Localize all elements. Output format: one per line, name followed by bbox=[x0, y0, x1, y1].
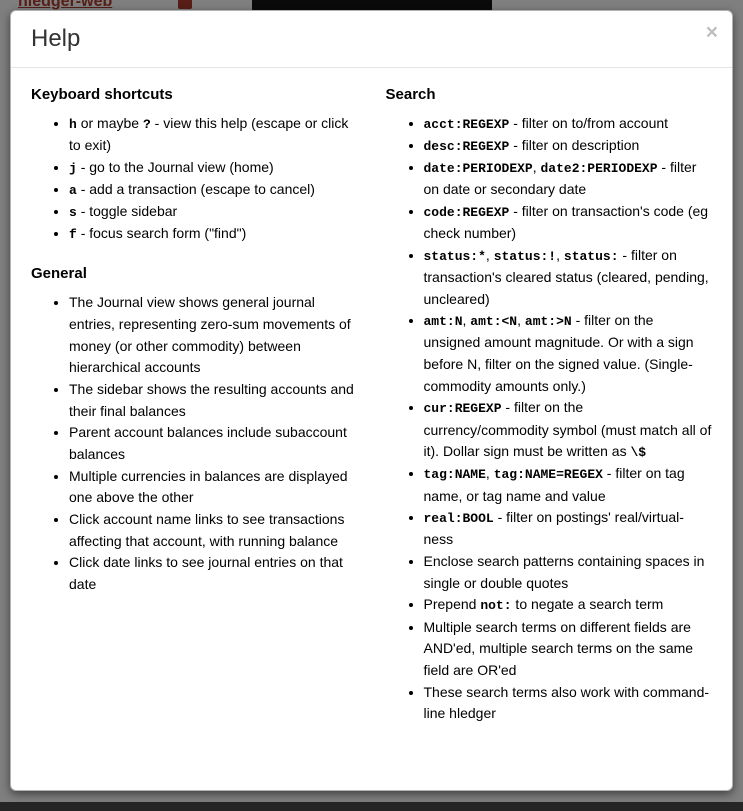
help-modal bbox=[10, 10, 733, 791]
modal-body bbox=[11, 68, 732, 755]
code-term: cur:REGEXP bbox=[423, 401, 502, 417]
code-term: not: bbox=[480, 598, 512, 614]
help-list-item: • The Journal view shows general journal entries, representing zero-sum movements of money (or other commodity) between hierarchical accounts bbox=[69, 292, 356, 379]
code-term: f bbox=[69, 227, 77, 243]
general-list bbox=[31, 292, 356, 596]
help-list-item: • desc:REGEXP - filter on description bbox=[424, 135, 713, 157]
code-term: status:! bbox=[493, 248, 557, 264]
help-list-item: • h or maybe ? - view this help (escape or click to exit) bbox=[69, 113, 356, 157]
help-list-item: • Click account name links to see transactions affecting that account, with running balance bbox=[69, 509, 356, 552]
help-list-item: • cur:REGEXP - filter on the currency/commodity symbol (must match all of it). Dollar sign must be written as \$ bbox=[424, 397, 713, 463]
help-list-item: • amt:N, amt:<N, amt:>N - filter on the unsigned amount magnitude. Or with a sign before N, filter on the signed value. (Single-commodity amounts only.) bbox=[424, 310, 713, 397]
help-list-item: • Multiple search terms on different fields are AND'ed, multiple search terms on the same field are OR'ed bbox=[424, 617, 713, 682]
section-heading-general: General bbox=[31, 265, 87, 283]
help-list-item: • Prepend not: to negate a search term bbox=[424, 594, 713, 616]
code-term: tag:NAME=REGEX bbox=[493, 467, 603, 483]
code-term: status:* bbox=[423, 248, 486, 264]
help-list-item: • The sidebar shows the resulting accounts and their final balances bbox=[69, 379, 356, 422]
modal-title: Help bbox=[31, 25, 81, 52]
section-heading-search: Search bbox=[385, 85, 436, 103]
code-term: \$ bbox=[630, 445, 647, 461]
keyboard-shortcuts-list bbox=[31, 113, 356, 245]
help-list-item: • Enclose search patterns containing spaces in single or double quotes bbox=[424, 551, 713, 594]
help-list-item: • Click date links to see journal entries on that date bbox=[69, 552, 356, 595]
code-term: a bbox=[69, 182, 77, 198]
code-term: status: bbox=[563, 248, 619, 264]
code-term: amt:N bbox=[423, 314, 463, 330]
code-term: acct:REGEXP bbox=[423, 116, 510, 132]
code-term: desc:REGEXP bbox=[423, 138, 510, 154]
code-term: date:PERIODEXP bbox=[423, 161, 533, 177]
help-list-item: • Parent account balances include subaccount balances bbox=[69, 422, 356, 465]
code-term: date2:PERIODEXP bbox=[540, 161, 658, 177]
search-list bbox=[386, 113, 713, 725]
close-icon[interactable]: × bbox=[705, 21, 718, 44]
help-list-item: • tag:NAME, tag:NAME=REGEX - filter on tag name, or tag name and value bbox=[424, 463, 713, 507]
help-list-item: • s - toggle sidebar bbox=[69, 201, 356, 223]
help-list-item: • a - add a transaction (escape to cancel) bbox=[69, 179, 356, 201]
help-list-item: • date:PERIODEXP, date2:PERIODEXP - filter on date or secondary date bbox=[424, 157, 713, 201]
code-term: s bbox=[69, 204, 77, 220]
code-term: real:BOOL bbox=[423, 511, 494, 527]
code-term: amt:>N bbox=[524, 314, 572, 330]
right-column bbox=[372, 86, 713, 735]
left-column bbox=[31, 86, 372, 735]
help-list-item: • f - focus search form ("find") bbox=[69, 223, 356, 245]
help-list-item: • acct:REGEXP - filter on to/from account bbox=[424, 113, 713, 135]
help-list-item: • j - go to the Journal view (home) bbox=[69, 157, 356, 179]
modal-header bbox=[11, 11, 732, 68]
section-heading-keyboard-shortcuts: Keyboard shortcuts bbox=[31, 85, 173, 103]
help-list-item: • These search terms also work with command-line hledger bbox=[424, 682, 713, 725]
help-list-item: • status:*, status:!, status: - filter on transaction's cleared status (cleared, pending, uncleared) bbox=[424, 245, 713, 311]
code-term: code:REGEXP bbox=[423, 204, 510, 220]
code-term: ? bbox=[142, 116, 151, 132]
help-list-item: • Multiple currencies in balances are displayed one above the other bbox=[69, 466, 356, 509]
help-list-item: • real:BOOL - filter on postings' real/virtual-ness bbox=[424, 507, 713, 551]
help-list-item: • code:REGEXP - filter on transaction's code (eg check number) bbox=[424, 201, 713, 245]
code-term: amt:<N bbox=[470, 314, 518, 330]
code-term: h bbox=[69, 116, 77, 132]
code-term: tag:NAME bbox=[423, 467, 486, 483]
code-term: j bbox=[69, 160, 77, 176]
